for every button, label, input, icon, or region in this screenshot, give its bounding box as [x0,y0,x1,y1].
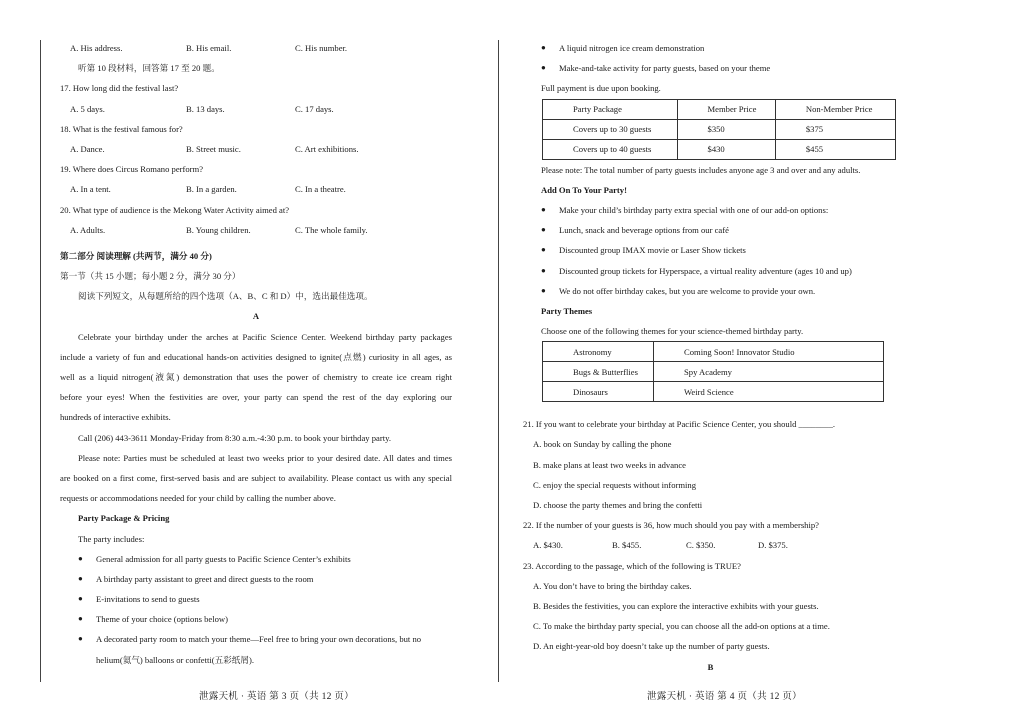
price-note: Please note: The total number of party guests includes anyone age 3 and over and any adults. [541,164,861,175]
option[interactable]: A. Dance. [70,143,105,154]
table-row [543,119,896,139]
themes-heading: Party Themes [541,305,593,316]
option[interactable]: C. In a theatre. [295,184,346,195]
option[interactable]: B. Besides the festivities, you can explore the interactive exhibits with your guests. [533,600,819,611]
table-row [543,342,884,362]
paragraph-line: well as a liquid nitrogen(液氮) demonstration that uses the power of chemistry to create ice cream right [60,372,452,382]
option[interactable]: C. $350. [686,540,716,551]
q20-options [60,220,452,240]
option[interactable]: D. An eight-year-old boy doesn’t take up the number of party guests. [533,641,770,652]
themes-intro: Choose one of the following themes for your science-themed birthday party. [541,326,804,337]
table-cell: $375 [775,119,895,139]
bullet-item: ● E-invitations to send to guests [60,589,452,609]
table-cell: Bugs & Butterflies [543,362,654,382]
bullet-item: ● A liquid nitrogen ice cream demonstration [523,38,898,58]
instruction: 阅读下列短文，从每题所给的四个选项（A、B、C 和 D）中，选出最佳选项。 [78,291,373,302]
option[interactable]: A. You don’t have to bring the birthday cakes. [533,580,692,591]
left-page-footer: 泄露天机 · 英语 第 3 页（共 12 页） [199,692,354,702]
bullet-item: ● Discounted group IMAX movie or Laser Show tickets [523,240,898,260]
option[interactable]: B. Young children. [186,224,251,235]
option[interactable]: B. make plans at least two weeks in advance [533,459,686,470]
q22-options [523,535,898,555]
table-row [543,382,884,402]
payment-note: Full payment is due upon booking. [541,83,661,94]
table-cell: Dinosaurs [543,382,654,402]
paragraph-line: Celebrate your birthday under the arches at Pacific Science Center. Weekend birthday party packages [78,331,452,342]
bullet-item: ● We do not offer birthday cakes, but you are welcome to provide your own. [523,281,898,301]
option[interactable]: B. Street music. [186,143,241,154]
table-row [543,139,896,159]
table-header-cell: Party Package [543,99,678,119]
material-intro: 听第 10 段材料，回答第 17 至 20 题。 [78,63,220,74]
option[interactable]: B. 13 days. [186,103,225,114]
left-margin-line [40,40,41,682]
bullet-item: ● General admission for all party guests to Pacific Science Center’s exhibits [60,549,452,569]
option[interactable]: C. Art exhibitions. [295,143,359,154]
table-header-cell: Non-Member Price [775,99,895,119]
question-23: 23. According to the passage, which of the following is TRUE? [523,560,741,571]
table-cell: $455 [775,139,895,159]
paragraph-line: before your eyes! When the festivities are over, your party can spend the rest of the day exploring our [60,392,452,403]
table-cell: Weird Science [654,382,884,402]
option[interactable]: C. His number. [295,43,348,53]
note-line: Please note: Parties must be scheduled at least two weeks prior to your desired date. All dates and times [78,452,452,463]
table-cell: Coming Soon! Innovator Studio [654,342,884,362]
right-page-footer: 泄露天机 · 英语 第 4 页（共 12 页） [647,692,802,702]
table-row [543,362,884,382]
table-cell: $430 [677,139,775,159]
question-19: 19. Where does Circus Romano perform? [60,164,204,175]
includes-label: The party includes: [78,533,145,544]
question-17: 17. How long did the festival last? [60,83,179,94]
q16-options [60,38,452,58]
bullet-item: ● Make your child’s birthday party extra special with one of our add-on options: [523,200,898,220]
table-cell: Covers up to 30 guests [543,119,678,139]
paragraph-line: include a variety of fun and educational hands-on activities designed to ignite(点燃) curiosity in all ages, as [60,351,452,362]
right-page [523,38,898,677]
option[interactable]: D. choose the party themes and bring the confetti [533,500,703,510]
question-20: 20. What type of audience is the Mekong Water Activity aimed at? [60,204,290,215]
table-header-cell: Member Price [677,99,775,119]
center-divider-line [498,40,499,682]
question-18: 18. What is the festival famous for? [60,123,183,134]
price-table [542,99,896,160]
addon-heading: Add On To Your Party! [541,184,627,195]
table-header-row [543,99,896,119]
passage-label: B [707,661,714,672]
call-line: Call (206) 443-3611 Monday-Friday from 8:30 a.m.-4:30 p.m. to book your birthday party. [78,432,391,443]
q17-options [60,99,452,119]
bullet-item: ● Theme of your choice (options below) [60,609,452,629]
table-cell: $350 [677,119,775,139]
option[interactable]: A. $430. [533,540,563,551]
bullet-item: ● Discounted group tickets for Hyperspace, a virtual reality adventure (ages 10 and up) [523,261,898,281]
option[interactable]: C. 17 days. [295,103,334,114]
option[interactable]: A. 5 days. [70,103,105,114]
option[interactable]: B. In a garden. [186,184,237,195]
passage-label: A [252,311,260,322]
option[interactable]: C. enjoy the special requests without informing [533,479,697,490]
bullet-item: ● Make-and-take activity for party guests, based on your theme [523,58,898,78]
note-line: are booked on a first come, first-served basis and are subject to availability. Please contact us with any special [60,472,452,483]
question-22: 22. If the number of your guests is 36, how much should you pay with a membership? [523,520,819,531]
left-page [60,38,452,670]
q19-options [60,179,452,199]
option[interactable]: C. To make the birthday party special, you can choose all the add-on options at a time. [533,621,830,632]
package-heading: Party Package & Pricing [78,513,170,524]
option[interactable]: D. $375. [758,540,788,551]
option[interactable]: B. His email. [186,43,232,53]
table-cell: Spy Academy [654,362,884,382]
q18-options [60,139,452,159]
paragraph-line: hundreds of interactive exhibits. [60,412,171,423]
part2-heading: 第二部分 阅读理解 (共两节，满分 40 分) [60,250,212,261]
table-cell: Covers up to 40 guests [543,139,678,159]
bullet-item: ● A decorated party room to match your theme—Feel free to bring your own decorations, but no [60,629,452,649]
option[interactable]: B. $455. [612,540,642,551]
option[interactable]: A. His address. [70,43,123,53]
bullet-item: ● A birthday party assistant to greet and direct guests to the room [60,569,452,589]
note-line: requests or accommodations needed for your child by calling the number above. [60,493,336,504]
question-21: 21. If you want to celebrate your birthday at Pacific Science Center, you should ________. [523,419,836,430]
themes-table [542,341,884,402]
option[interactable]: A. Adults. [70,224,106,235]
section1-heading: 第一节（共 15 小题；每小题 2 分，满分 30 分） [60,271,241,282]
option[interactable]: A. In a tent. [70,184,111,195]
bullet-item: ● Lunch, snack and beverage options from our café [523,220,898,240]
bullet-continuation: helium(氦气) balloons or confetti(五彩纸屑). [96,654,254,665]
option[interactable]: C. The whole family. [295,224,368,235]
option[interactable]: A. book on Sunday by calling the phone [533,439,672,450]
table-cell: Astronomy [543,342,654,362]
